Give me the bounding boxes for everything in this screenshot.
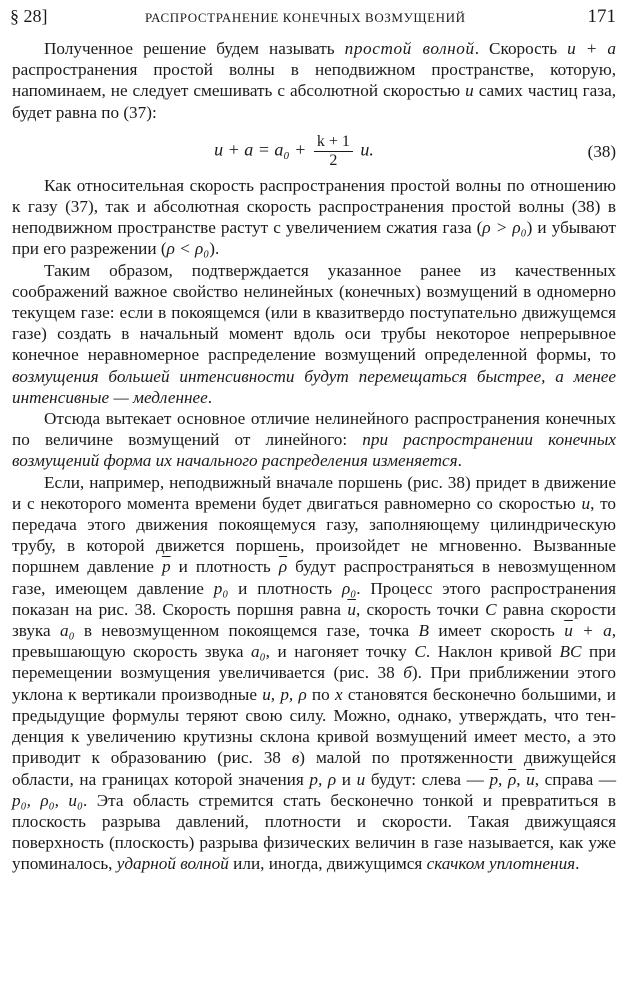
math-inline: a₀ bbox=[59, 621, 75, 641]
math-inline: C bbox=[414, 642, 426, 662]
text-run: будут: слева — bbox=[365, 769, 490, 789]
text-run: и bbox=[336, 769, 357, 789]
text-run: , скорость точки bbox=[355, 599, 486, 619]
math-inline: x bbox=[334, 684, 343, 704]
math-inline: $\overline{u}$ bbox=[347, 599, 356, 619]
text-run: , то передача этого движения покоящемуся газу, заполняющему цилиндрическую трубу, в которой движется поршень, произойдет не мгновенно. Вызванные поршнем давление bbox=[12, 493, 616, 577]
text-run: . bbox=[575, 854, 580, 874]
body-text bbox=[12, 38, 616, 875]
text-run: или, иногда, движущимся bbox=[228, 854, 427, 874]
term-simple-wave: простой волной bbox=[344, 39, 475, 58]
paragraph-velocity-growth bbox=[12, 175, 616, 260]
text-run: ) и убывают при его разрежении ( bbox=[12, 218, 616, 259]
math-inline: ρ₀ bbox=[341, 578, 357, 598]
text-run: при перемещении возмущения увеличивается (рис. 38 bbox=[12, 642, 616, 683]
math-inline: в bbox=[291, 748, 300, 768]
math-inline: ρ < ρ₀ bbox=[166, 239, 210, 259]
text-run: Если, например, неподвижный вначале поршень (рис. 38) придет в движение и с некоторого момента времени будет двигаться равномерно со скоростью bbox=[12, 472, 616, 513]
text-run: будут распространяться в невозмущенном газе, имеющем давление bbox=[12, 557, 616, 598]
math-inline: ρ > ρ₀ bbox=[482, 218, 527, 238]
math-inline: p, ρ bbox=[309, 769, 337, 789]
math-inline: BC bbox=[559, 642, 582, 662]
running-title: РАСПРОСТРАНЕНИЕ КОНЕЧНЫХ ВОЗМУЩЕНИЙ bbox=[145, 10, 466, 25]
text-run: . Эта область стремится стать бесконечно тонкой и превратиться в плоскость разрыва давлений, плотности и скорости. Такая движущаяся поверхность (плоскость) разрыва физических величин в газе называется, как уже упоминалось, bbox=[12, 790, 617, 874]
emphasis: при распространении конечных возмущений форма их начального распределения изменяется bbox=[12, 430, 616, 471]
fraction-denominator: 2 bbox=[329, 151, 338, 169]
text-run: , и нагоняет точку bbox=[265, 642, 415, 662]
term-compression-jump: скачком уплотнения bbox=[426, 854, 576, 874]
math-inline: a₀ bbox=[251, 642, 266, 662]
text-run: Полученное решение будем называть bbox=[44, 39, 345, 58]
text-run: равна скорости звука bbox=[12, 599, 616, 641]
page-number: 171 bbox=[587, 6, 616, 27]
text-run: , справа — bbox=[534, 769, 617, 789]
text-run: . Процесс этого распространения показан на рис. 38. Скорость поршня равна bbox=[12, 578, 616, 619]
text-run: . Наклон кривой bbox=[425, 642, 560, 662]
paragraph-piston-example: Если, например, неподвижный вначале поршень (рис. 38) придет в движение и с некоторого момента времени будет двигаться равномерно со скоростью u, то передача этого движения покоящемуся газу, заполняющему цилиндрическую трубу, в которой движется поршень, произойдет не мгновенно. Вызванные поршнем давление $\overline{p}$ и плотность $\overline{\rho}$ будут распространяться в невозмущенном газе, имеющем давление p₀ и плотность ρ₀. Процесс этого распространения показан на рис. 38. Скорость поршня равна $\overline{u}$, скорость точки C равна скорости звука a₀ в невозмущенном покоящемся газе, точка B имеет скорость $\overline{u} + a$, превышающую скорость звука a₀, и нагоняет точку C. Наклон кривой BC при перемещении возмущения увеличивается (рис. 38 б). При приближении этого уклона к вертикали производные u, p, ρ по x становятся бесконечно большими, и предыдущие формулы теряют свою силу. Можно, однако, утверждать, что тенденция к увеличению крутизны склона кривой возмущений имеет место, а это приводит к образованию (рис. 38 в) малой по протяженности движущейся области, на границах которой значения p, ρ и u будут: слева — $\overline{p}$, $\overline{\rho}$, $\overline{u}$, справа — p₀, ρ₀, u₀. Эта область стремится стать бесконечно тонкой и превратиться в плоскость разрыва давлений, плотности и скорости. Такая движущаяся поверхность (плоскость) разрыва физических величин в газе называется, как уже упоминалось, ударной волной или, иногда, движущимся скачком уплотнения. bbox=[12, 472, 617, 874]
text-run: ) малой по протяженности движущейся области, на границах которой значения bbox=[12, 748, 616, 789]
emphasis: возмущения большей интенсивности будут перемещаться быстрее, а менее интенсивные — медленнее bbox=[12, 366, 616, 407]
text-run: Таким образом, подтверждается указанное ранее из качественных соображений важное свойство нелинейных (конечных) возмущений в одномерно текущем газе: если в покоящемся (или в квазитвердо поступательно движущемся газе) создать в начальный момент вдоль оси трубы некоторое непрерывное конечное неравномерное распределение возмущений определенной формы, то bbox=[12, 260, 616, 365]
paragraph-simple-wave bbox=[12, 38, 616, 123]
math-inline: u bbox=[581, 493, 591, 513]
text-run: . bbox=[207, 387, 213, 407]
text-run: имеет скорость bbox=[429, 621, 565, 641]
fraction-numerator: k + 1 bbox=[314, 133, 353, 152]
math-inline: u bbox=[465, 81, 474, 101]
text-run: ). При приближении этого уклона к вертикали производные bbox=[12, 663, 616, 704]
equation-rhs: u. bbox=[355, 139, 374, 160]
equation-38 bbox=[12, 123, 616, 175]
math-inline: б bbox=[403, 663, 412, 683]
math-inline: $\overline{u}$ bbox=[564, 621, 573, 641]
math-inline: p₀ bbox=[213, 578, 229, 598]
equation-lhs: u + a = a₀ + bbox=[214, 139, 311, 160]
text-run: . bbox=[457, 451, 462, 471]
text-run: и плотность bbox=[170, 557, 279, 577]
text-run: . Скорость bbox=[474, 39, 568, 58]
text-run: , превышающую скорость звука bbox=[12, 621, 616, 662]
math-inline: $\overline{p}$ bbox=[161, 557, 171, 577]
math-inline: $\overline{p}$ bbox=[489, 769, 499, 789]
text-run: Как относительная скорость распространения простой волны по отношению к газу (37), так и абсолютная скорость распространения простой волны (38) в неподвижном пространстве растут с увеличением сжатия газа ( bbox=[12, 175, 616, 238]
math-inline: u, p, ρ bbox=[262, 684, 307, 704]
text-run: распространения простой волны в неподвижном пространстве, которую, напоминаем, не следует смешивать с абсолютной скоростью bbox=[12, 60, 616, 101]
text-run: самих частиц газа, будет равна по (37): bbox=[12, 81, 616, 122]
equation-number: (38) bbox=[587, 141, 616, 161]
text-run: по bbox=[306, 684, 335, 704]
text-run: ). bbox=[209, 239, 220, 259]
math-inline: $\overline{u}$ bbox=[526, 769, 535, 789]
math-inline: p₀, ρ₀, u₀ bbox=[12, 790, 83, 810]
text-run: Отсюда вытекает основное отличие нелинейного распространения конечных по величине возмущений от линейного: bbox=[12, 409, 616, 450]
math-inline: + a bbox=[572, 621, 612, 641]
text-run: в невозмущенном покоящемся газе, точка bbox=[74, 621, 419, 641]
term-shock-wave: ударной волной bbox=[116, 854, 229, 874]
paragraph-nonlinear-property bbox=[12, 260, 616, 408]
equation-body bbox=[12, 133, 616, 170]
math-inline: u bbox=[356, 769, 366, 789]
math-inline: u + a bbox=[567, 39, 616, 58]
math-inline: $\overline{\rho}$ bbox=[278, 557, 288, 577]
math-inline: B bbox=[418, 621, 430, 641]
fraction bbox=[314, 133, 353, 170]
text-run: и плотность bbox=[228, 578, 342, 598]
text-run: становятся бесконечно большими, и предыдущие формулы теряют свою силу. Можно, однако, утверждать, что тенденция к увеличению крутизны склона кривой возмущений имеет место, а это приводит к образованию (рис. 38 bbox=[12, 684, 616, 768]
section-number: § 28] bbox=[10, 6, 48, 26]
paragraph-main-difference bbox=[12, 408, 616, 472]
math-inline: C bbox=[485, 599, 497, 619]
running-head bbox=[10, 6, 616, 30]
math-inline: $\overline{\rho}$ bbox=[507, 769, 517, 789]
